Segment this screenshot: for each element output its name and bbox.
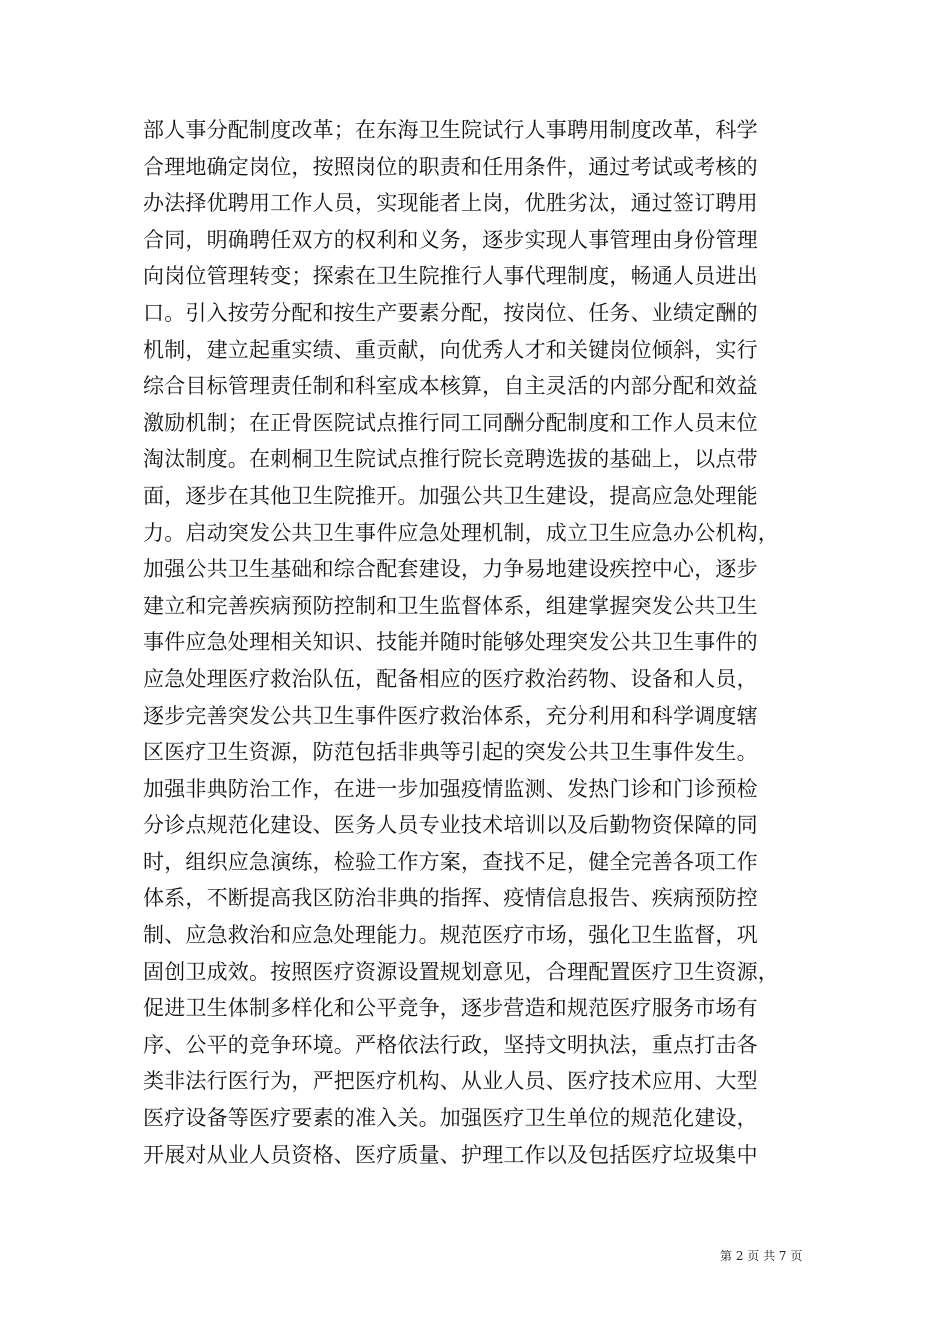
text-line: 促进卫生体制多样化和公平竞争，逐步营造和规范医疗服务市场有 [143, 996, 758, 1021]
text-line: 时，组织应急演练，检验工作方案，查找不足，健全完善各项工作 [143, 849, 758, 874]
text-line: 应急处理医疗救治队伍，配备相应的医疗救治药物、设备和人员， [143, 666, 758, 691]
text-line: 逐步完善突发公共卫生事件医疗救治体系，充分利用和科学调度辖 [143, 703, 758, 728]
text-line: 分诊点规范化建设、医务人员专业技术培训以及后勤物资保障的同 [143, 813, 758, 838]
text-line: 力。启动突发公共卫生事件应急处理机制，成立卫生应急办公机构， [143, 520, 779, 545]
text-line: 加强非典防治工作，在进一步加强疫情监测、发热门诊和门诊预检 [143, 776, 758, 801]
text-line: 机制，建立起重实绩、重贡献，向优秀人才和关键岗位倾斜，实行 [143, 337, 758, 362]
text-line: 序、公平的竞争环境。严格依法行政，坚持文明执法，重点打击各 [143, 1032, 758, 1057]
text-line: 部人事分配制度改革；在东海卫生院试行人事聘用制度改革，科学 [143, 118, 758, 142]
text-line: 固创卫成效。按照医疗资源设置规划意见，合理配置医疗卫生资源， [143, 959, 779, 984]
text-line: 综合目标管理责任制和科室成本核算，自主灵活的内部分配和效益 [143, 374, 758, 399]
text-line: 制、应急救治和应急处理能力。规范医疗市场，强化卫生监督，巩 [143, 923, 758, 948]
text-line: 区医疗卫生资源，防范包括非典等引起的突发公共卫生事件发生。 [143, 740, 758, 765]
text-line: 向岗位管理转变；探索在卫生院推行人事代理制度，畅通人员进出 [143, 264, 758, 289]
text-line: 办法择优聘用工作人员，实现能者上岗，优胜劣汰，通过签订聘用 [143, 191, 758, 216]
page-number: 第 2 页 共 7 页 [720, 1249, 803, 1263]
text-line: 淘汰制度。在刺桐卫生院试点推行院长竞聘选拔的基础上，以点带 [143, 447, 758, 472]
text-line: 建立和完善疾病预防控制和卫生监督体系，组建掌握突发公共卫生 [143, 593, 758, 618]
text-line: 口。引入按劳分配和按生产要素分配，按岗位、任务、业绩定酬的 [143, 300, 758, 325]
text-line: 加强公共卫生基础和综合配套建设，力争易地建设疾控中心，逐步 [143, 557, 758, 582]
text-line: 开展对从业人员资格、医疗质量、护理工作以及包括医疗垃圾集中 [143, 1142, 758, 1167]
text-line: 合理地确定岗位，按照岗位的职责和任用条件，通过考试或考核的 [143, 154, 758, 179]
text-line: 激励机制；在正骨医院试点推行同工同酬分配制度和工作人员末位 [143, 410, 758, 435]
text-line: 事件应急处理相关知识、技能并随时能够处理突发公共卫生事件的 [143, 630, 758, 655]
text-line: 面，逐步在其他卫生院推开。加强公共卫生建设，提高应急处理能 [143, 483, 758, 508]
text-line: 合同，明确聘任双方的权利和义务，逐步实现人事管理由身份管理 [143, 227, 758, 252]
text-line: 类非法行医行为，严把医疗机构、从业人员、医疗技术应用、大型 [143, 1069, 758, 1094]
text-line: 医疗设备等医疗要素的准入关。加强医疗卫生单位的规范化建设， [143, 1106, 758, 1131]
body-text [143, 112, 813, 1173]
text-line: 体系，不断提高我区防治非典的指挥、疫情信息报告、疾病预防控 [143, 886, 758, 911]
